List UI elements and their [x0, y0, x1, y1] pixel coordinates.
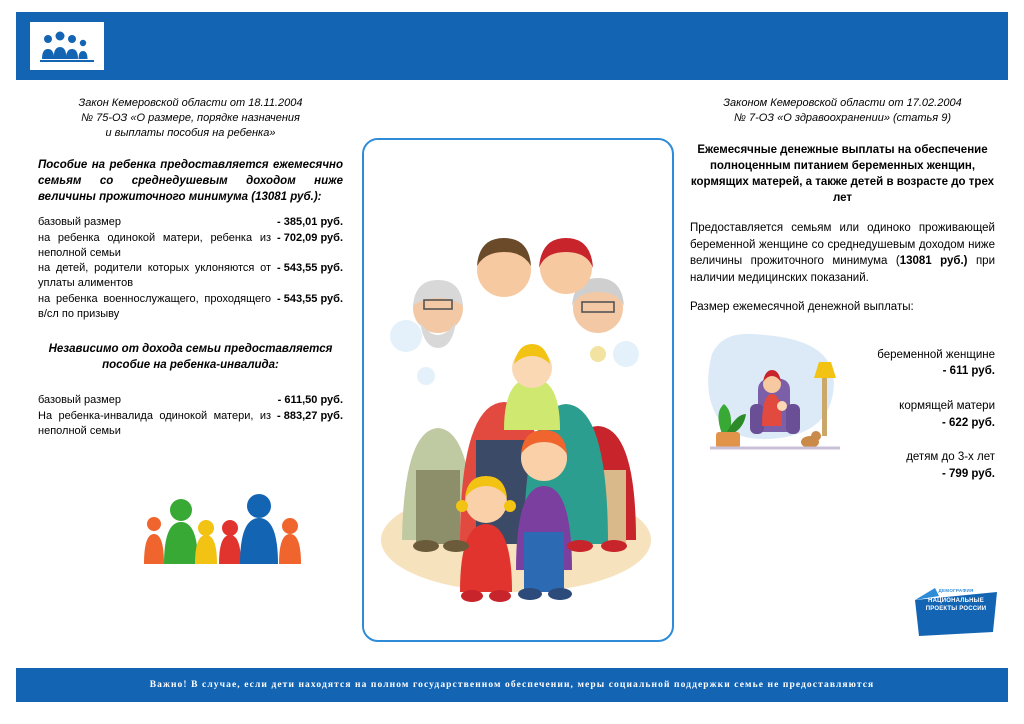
benefit-row — [38, 292, 343, 322]
right-law-title — [690, 96, 995, 126]
benefit-row-disabled — [38, 409, 343, 439]
benefit-label: на ребенка военнослужащего, проходящего в/сл по призыву — [38, 293, 272, 320]
right-paragraph-bold: 13081 руб.) — [899, 255, 968, 268]
benefit-label: базовый размер — [38, 393, 121, 406]
benefit-amount: - 883,27 руб. — [277, 409, 343, 422]
left-law-title-line2: № 75-ОЗ «О размере, порядке назначения — [81, 111, 300, 124]
benefit-label: базовый размер — [38, 215, 121, 228]
payment-amount: - 622 руб. — [942, 416, 995, 429]
disabled-child-heading: Независимо от дохода семьи предоставляется пособие на ребенка-инвалида: — [48, 342, 333, 371]
payment-label: беременной женщине — [877, 348, 995, 361]
family-group-icon — [38, 29, 96, 63]
right-paragraph — [690, 220, 995, 287]
national-projects-badge — [915, 586, 997, 638]
badge-top-text: ДЕМОГРАФИЯ — [938, 588, 974, 593]
family-figures-illustration — [140, 488, 320, 568]
footer-bar — [16, 668, 1008, 702]
benefit-amount: - 702,09 руб. — [277, 231, 343, 244]
benefit-amount: - 385,01 руб. — [277, 215, 343, 228]
logo-box — [30, 22, 104, 70]
benefit-label: на ребенка одинокой матери, ребенка из неполной семьи — [38, 231, 272, 259]
left-column — [38, 96, 343, 439]
benefit-label: на детей, родители которых уклоняются от уплаты алиментов — [38, 262, 272, 290]
badge-main-text: НАЦИОНАЛЬНЫЕ ПРОЕКТЫ РОССИИ — [925, 598, 987, 612]
family-portrait-illustration — [362, 138, 674, 642]
left-law-title — [38, 96, 343, 141]
left-intro-paragraph: Пособие на ребенка предоставляется ежемесячно семьям со среднедушевым доходом ниже величины прожиточного минимума (13081 руб.): — [38, 158, 343, 203]
right-paragraph-part1: Предоставляется семьям или одиноко проживающей беременной женщине со среднедушевым доходом ниже величины прожиточного минимума ( — [690, 222, 995, 268]
header-bar — [16, 12, 1008, 80]
benefit-label: На ребенка-инвалида одинокой матери, из неполной семьи — [38, 409, 272, 437]
payment-label: кормящей матери — [899, 400, 995, 413]
mother-with-baby-illustration — [700, 330, 850, 460]
benefit-row — [38, 215, 343, 230]
benefit-row — [38, 231, 343, 261]
payment-label: детям до 3-х лет — [906, 451, 995, 464]
family-portrait-svg — [364, 140, 668, 636]
left-law-title-line1: Закон Кемеровской области от 18.11.2004 — [78, 97, 303, 109]
benefit-row — [38, 261, 343, 291]
benefit-amount: - 543,55 руб. — [277, 262, 343, 275]
right-law-title-line1: Законом Кемеровской области от 17.02.2004 — [723, 97, 962, 109]
payment-amount: - 799 руб. — [942, 468, 995, 481]
payment-amount: - 611 руб. — [942, 365, 995, 378]
left-law-title-line3: и выплаты пособия на ребенка» — [105, 126, 276, 139]
footer-note: Важно! В случае, если дети находятся на полном государственном обеспечении, меры социальной поддержки семье не предоставляются — [149, 680, 875, 690]
right-law-title-line2: № 7-ОЗ «О здравоохранении» (статья 9) — [734, 111, 951, 124]
payment-size-label: Размер ежемесячной денежной выплаты: — [690, 300, 914, 313]
benefit-row-disabled — [38, 393, 343, 408]
benefit-amount: - 543,55 руб. — [277, 293, 343, 306]
benefit-amount: - 611,50 руб. — [277, 393, 343, 406]
right-paragraph-part2: при наличии медицинских показаний. — [690, 255, 995, 285]
right-heading: Ежемесячные денежные выплаты на обеспечение полноценным питанием беременных женщин, кормящих матерей, а также детей в возрасте до трех лет — [690, 143, 995, 204]
